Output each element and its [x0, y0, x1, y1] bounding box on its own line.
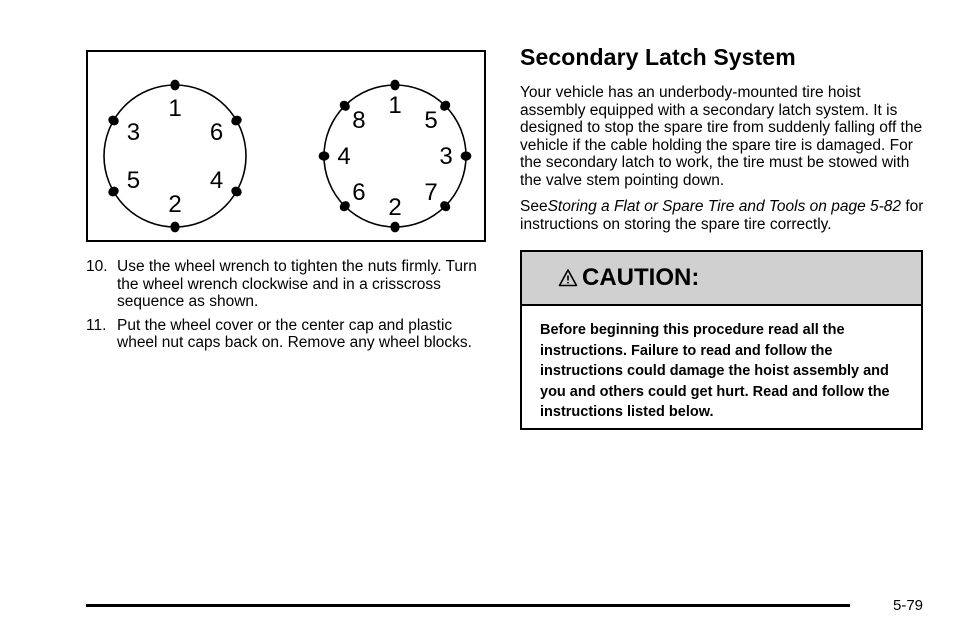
- wheel-a-nut-number: 4: [209, 167, 224, 194]
- wheel-a-nut-number: 1: [168, 95, 182, 122]
- caution-header: [522, 252, 921, 306]
- wheel-b-nut-number: 5: [424, 106, 438, 134]
- caution-body: Before beginning this procedure read all the instructions. Failure to read and follow the instructions could damage the hoist assembly and you and others could get hurt. Read and follow the instructions listed below.: [540, 322, 890, 420]
- warning-triangle-icon: [558, 268, 578, 288]
- step-text: Put the wheel cover or the center cap and plastic wheel nut caps back on. Remove any wheel blocks.: [117, 316, 472, 351]
- wheel-b-nut-number: 3: [439, 143, 453, 170]
- wheel-b-lug-nut: [319, 151, 330, 160]
- wheel-a-lug-nut: [230, 114, 244, 127]
- wheel-a-nut-number: 3: [126, 119, 141, 146]
- step-number: 11.: [86, 316, 107, 334]
- see-reference-paragraph: [520, 198, 930, 233]
- step-item: [86, 317, 486, 352]
- wheel-b-nut-number: 1: [388, 92, 402, 119]
- step-text: Use the wheel wrench to tighten the nuts firmly. Turn the wheel wrench clockwise and in a crisscross sequence as shown.: [117, 258, 477, 310]
- wheel-a-lug-nut: [107, 114, 121, 127]
- wheel-a-lug-nut: [170, 80, 179, 91]
- see-suffix: for instructions on storing the spare tire correctly.: [520, 198, 924, 233]
- wheel-b-nut-number: 7: [424, 179, 438, 207]
- wheel-a-nut-number: 2: [168, 191, 182, 218]
- wheel-b-lug-nut: [461, 151, 472, 160]
- step-item: [86, 258, 486, 311]
- see-prefix: See: [520, 198, 548, 215]
- wheel-diagram: [88, 52, 484, 240]
- section-paragraph: Your vehicle has an underbody-mounted tire hoist assembly equipped with a secondary latch system. It is designed to stop the spare tire from suddenly falling off the vehicle if the cable holding the spare tire is damaged. For the secondary latch to work, the tire must be stowed with the valve stem pointing down.: [520, 84, 923, 189]
- see-reference-link[interactable]: Storing a Flat or Spare Tire and Tools on page 5-82: [547, 198, 902, 215]
- wheel-a-lug-nut: [230, 185, 244, 198]
- wheel-a-lug-nut: [107, 185, 121, 198]
- wheel-a-nut-number: 5: [126, 167, 141, 194]
- wheel-b-nut-number: 6: [352, 179, 366, 207]
- section-title: Secondary Latch System: [520, 44, 796, 70]
- wheel-b-nut-number: 4: [337, 143, 351, 170]
- footer-rule: [86, 604, 850, 607]
- wheel-b-lug-nut: [390, 222, 399, 233]
- caution-title: CAUTION:: [582, 264, 700, 291]
- lug-nut-sequence-figure: [86, 50, 486, 242]
- wheel-a-lug-nut: [170, 222, 179, 233]
- step-number: 10.: [86, 258, 108, 275]
- wheel-b-nut-number: 8: [352, 106, 366, 134]
- wheel-b-lug-nut: [390, 80, 399, 91]
- wheel-b-nut-number: 2: [388, 194, 402, 221]
- instruction-steps: [86, 258, 486, 358]
- caution-box: [520, 250, 923, 430]
- page-number: 5-79: [893, 597, 924, 614]
- wheel-a-nut-number: 6: [209, 119, 224, 146]
